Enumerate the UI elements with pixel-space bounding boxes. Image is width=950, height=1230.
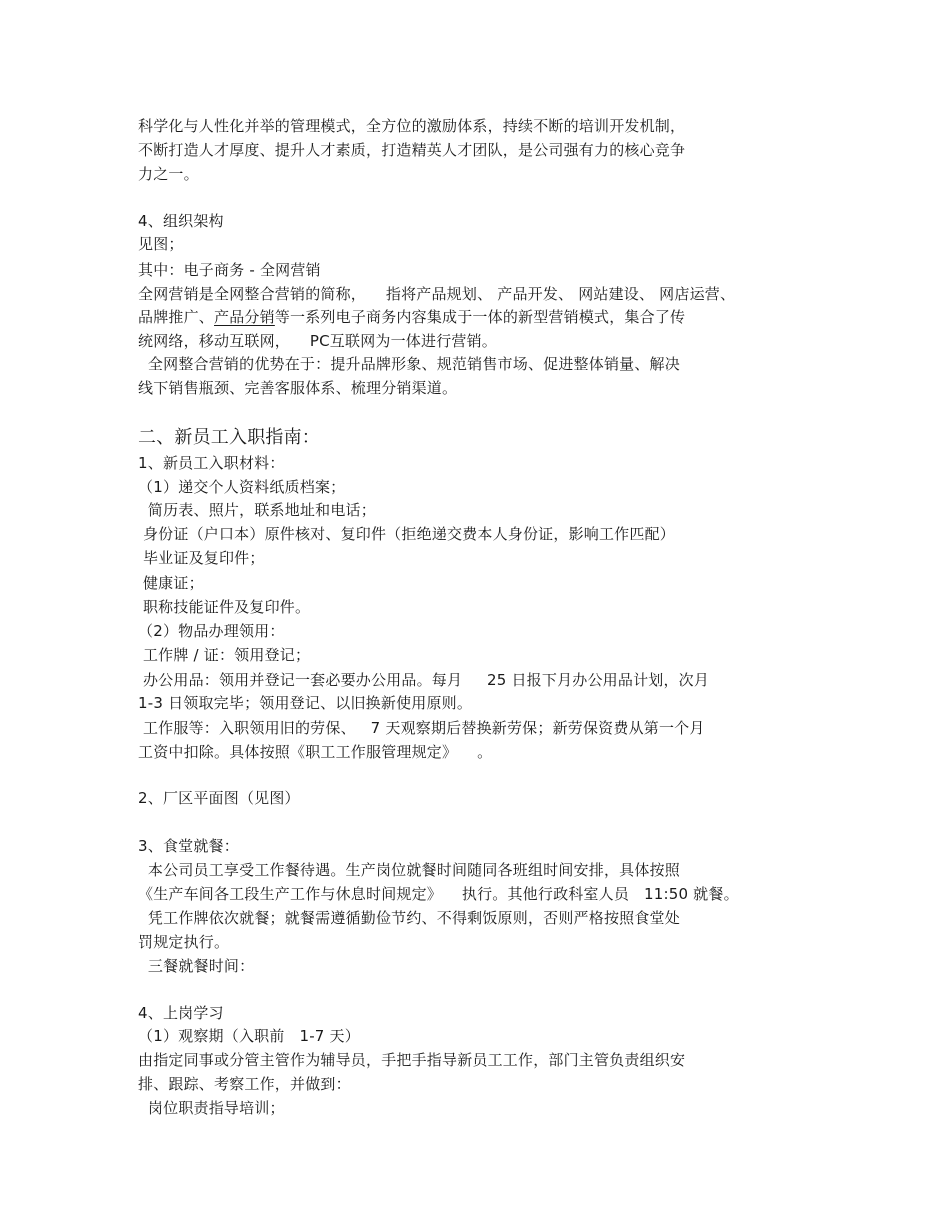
materials-line: 身份证（户口本）原件核对、复印件（拒绝递交费本人身份证，影响工作匹配） bbox=[138, 525, 675, 543]
plan-heading: 2、厂区平面图（见图） bbox=[138, 789, 300, 807]
intro-line: 力之一。 bbox=[138, 165, 199, 183]
materials-line: 职称技能证件及复印件。 bbox=[138, 598, 311, 616]
materials-line: 毕业证及复印件； bbox=[138, 549, 265, 567]
materials-line: 工作服等：入职领用旧的劳保、 7 天观察期后替换新劳保；新劳保资费从第一个月 bbox=[138, 719, 705, 737]
org-paragraph-line: 全网整合营销的优势在于：提升品牌形象、规范销售市场、促进整体销量、解决 bbox=[138, 355, 680, 373]
materials-heading: 1、新员工入职材料： bbox=[138, 454, 285, 472]
study-line: 由指定同事或分管主管作为辅导员，手把手指导新员工工作，部门主管负责组织安 bbox=[138, 1051, 686, 1069]
product-distribution-text: 产品分销 bbox=[214, 308, 275, 326]
materials-line: 健康证； bbox=[138, 574, 204, 592]
dining-line: 罚规定执行。 bbox=[138, 933, 230, 951]
study-item: （1）观察期（入职前 1-7 天） bbox=[138, 1027, 360, 1045]
dining-line: 三餐就餐时间： bbox=[138, 957, 255, 975]
materials-line: 1-3 日领取完毕；领用登记、以旧换新使用原则。 bbox=[138, 694, 473, 712]
dining-line: 本公司员工享受工作餐待遇。生产岗位就餐时间随同各班组时间安排，具体按照 bbox=[138, 861, 680, 879]
org-paragraph-line bbox=[138, 306, 685, 328]
materials-line: 工资中扣除。具体按照《职工工作服管理规定》 。 bbox=[138, 743, 493, 761]
study-heading: 4、上岗学习 bbox=[138, 1004, 224, 1022]
org-text: 等一系列电子商务内容集成于一体的新型营销模式，集合了传 bbox=[274, 308, 686, 326]
org-heading: 4、组织架构 bbox=[138, 212, 224, 230]
dining-heading: 3、食堂就餐： bbox=[138, 837, 239, 855]
study-line: 岗位职责指导培训； bbox=[138, 1099, 285, 1117]
materials-line: 办公用品：领用并登记一套必要办公用品。每月 25 日报下月办公用品计划，次月 bbox=[138, 671, 710, 689]
section-heading: 二、新员工入职指南： bbox=[138, 427, 320, 448]
materials-line: 工作牌 / 证：领用登记； bbox=[138, 646, 311, 664]
org-paragraph-line: 全网营销是全网整合营销的简称， 指将产品规划、 产品开发、 网站建设、 网店运营、 bbox=[138, 285, 736, 303]
intro-line: 不断打造人才厚度、提升人才素质，打造精英人才团队，是公司强有力的核心竞争 bbox=[138, 141, 686, 159]
org-paragraph-line: 统网络，移动互联网， PC互联网为一体进行营销。 bbox=[138, 332, 497, 350]
dining-line: 凭工作牌依次就餐；就餐需遵循勤俭节约、不得剩饭原则，否则严格按照食堂处 bbox=[138, 909, 680, 927]
materials-item: （1）递交个人资料纸质档案； bbox=[138, 478, 346, 496]
dining-line: 《生产车间各工段生产工作与休息时间规定》 执行。其他行政科室人员 11:50 就餐。 bbox=[138, 885, 739, 903]
materials-line: 简历表、照片，联系地址和电话； bbox=[138, 501, 376, 519]
study-line: 排、跟踪、考察工作，并做到： bbox=[138, 1075, 351, 1093]
org-paragraph-line: 线下销售瓶颈、完善客服体系、梳理分销渠道。 bbox=[138, 379, 458, 397]
org-text: 品牌推广、 bbox=[138, 308, 215, 326]
org-sub: 其中：电子商务 - 全网营销 bbox=[138, 261, 321, 279]
intro-line: 科学化与人性化并举的管理模式，全方位的激励体系，持续不断的培训开发机制， bbox=[138, 117, 686, 135]
org-see: 见图； bbox=[138, 235, 184, 253]
materials-item: （2）物品办理领用： bbox=[138, 622, 285, 640]
